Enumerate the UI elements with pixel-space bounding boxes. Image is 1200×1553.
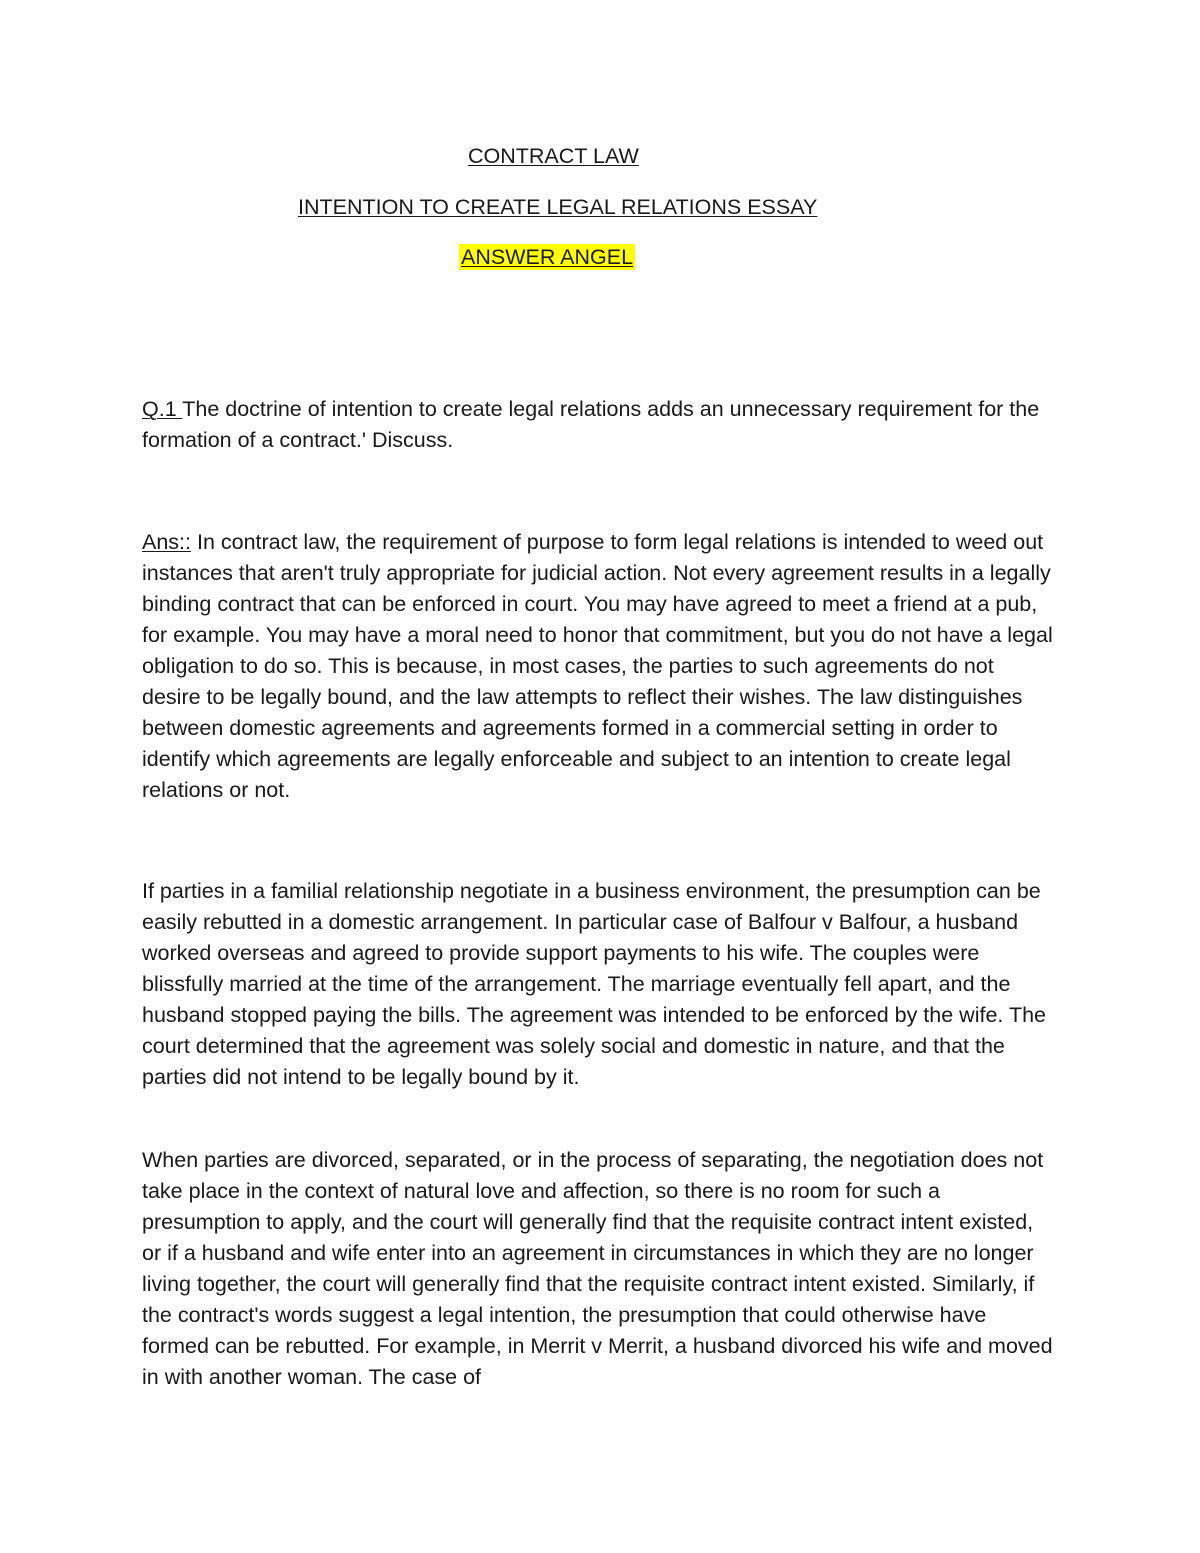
body-paragraph: When parties are divorced, separated, or in the process of separating, the negotiation does not take place in the context of natural love and affection, so there is no room for such a presumption to apply, and the court will generally find that the requisite contract intent existed, or if a husband and wife enter into an agreement in circumstances in which they are no longer living together, the court will generally find that the requisite contract intent existed. Similarly, if the contract's words suggest a legal intention, the presumption that could otherwise have formed can be rebutted. For example, in Merrit v Merrit, a husband divorced his wife and moved in with another woman. The case of: [142, 1148, 1053, 1389]
question-label: Q.1: [142, 397, 183, 421]
question-paragraph: [142, 394, 1058, 456]
answer-text: In contract law, the requirement of purpose to form legal relations is intended to weed out instances that aren't truly appropriate for judicial action. Not every agreement results in a legally binding contract that can be enforced in court. You may have agreed to meet a friend at a pub, for example. You may have a moral need to honor that commitment, but you do not have a legal obligation to do so. This is because, in most cases, the parties to such agreements do not desire to be legally bound, and the law attempts to reflect their wishes. The law distinguishes between domestic agreements and agreements formed in a commercial setting in order to identify which agreements are legally enforceable and subject to an intention to create legal relations or not.: [142, 530, 1053, 802]
document-title: CONTRACT LAW: [468, 144, 639, 168]
question-text: The doctrine of intention to create legal relations adds an unnecessary requirement for the formation of a contract.' Discuss.: [142, 397, 1040, 452]
answer-label: Ans::: [142, 530, 191, 554]
document-subtitle: INTENTION TO CREATE LEGAL RELATIONS ESSAY: [298, 195, 818, 219]
answer-paragraph: [142, 527, 1058, 806]
body-paragraph: If parties in a familial relationship negotiate in a business environment, the presumption can be easily rebutted in a domestic arrangement. In particular case of Balfour v Balfour, a husband worked overseas and agreed to provide support payments to his wife. The couples were blissfully married at the time of the arrangement. The marriage eventually fell apart, and the husband stopped paying the bills. The agreement was intended to be enforced by the wife. The court determined that the agreement was solely social and domestic in nature, and that the parties did not intend to be legally bound by it.: [142, 879, 1047, 1089]
answer-highlight-label: ANSWER ANGEL: [461, 245, 634, 269]
